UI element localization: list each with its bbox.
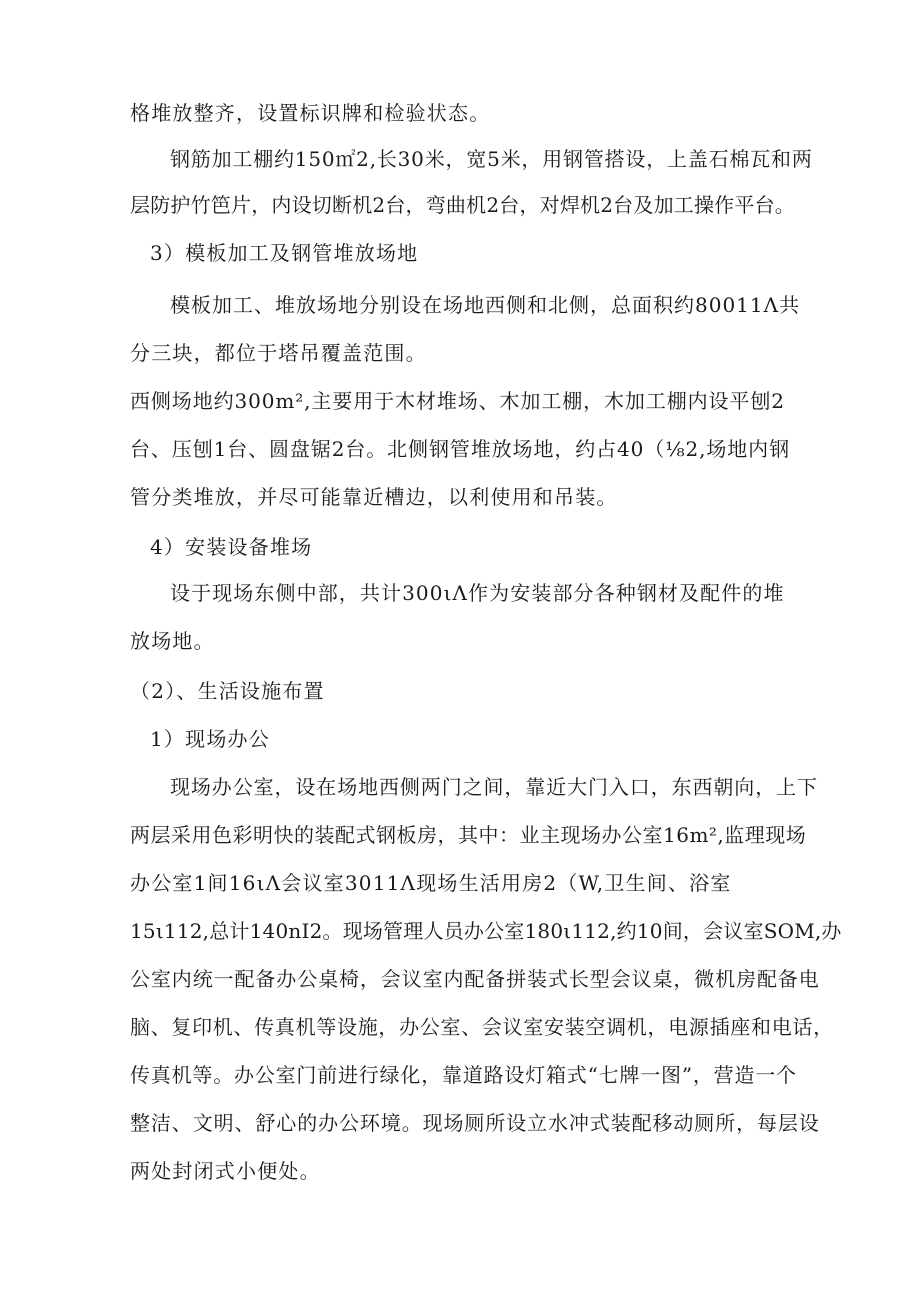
text-line-9: 管分类堆放，并尽可能靠近槽边，以利使用和吊装。 <box>130 485 618 509</box>
text-line-15: 现场办公室，设在场地西侧两门之间，靠近大门入口，东西朝向，上下 <box>170 775 818 799</box>
text-line-7: 西侧场地约300m²,主要用于木材堆场、木加工棚，木加工棚内设平刨2 <box>130 389 785 413</box>
text-line-19: 公室内统一配备办公桌椅，会议室内配备拼装式长型会议桌，微机房配备电 <box>130 967 820 991</box>
text-line-1: 格堆放整齐，设置标识牌和检验状态。 <box>130 101 491 125</box>
text-line-18: 15ι112,总计140nI2。现场管理人员办公室180ι112,约10间，会议室SOM,办 <box>130 919 842 943</box>
text-line-12: 放场地。 <box>130 629 215 653</box>
text-line-3: 层防护竹笆片，内设切断机2台，弯曲机2台，对焊机2台及加工操作平台。 <box>130 193 795 217</box>
text-line-20: 脑、复印机、传真机等设施，办公室、会议室安装空调机，电源插座和电话， <box>130 1015 834 1039</box>
text-line-8: 台、压刨1台、圆盘锯2台。北侧钢管堆放场地，约占40（⅛2,场地内钢 <box>130 437 790 461</box>
text-line-23: 两处封闭式小便处。 <box>130 1159 321 1183</box>
text-line-17: 办公室1间16ιΛ会议室3011Λ现场生活用房2（W,卫生间、浴室 <box>130 871 732 895</box>
section-heading-2: （2）、生活设施布置 <box>130 679 325 703</box>
text-line-6: 分三块，都位于塔吊覆盖范围。 <box>130 341 427 365</box>
text-line-22: 整洁、文明、舒心的办公环境。现场厕所设立水冲式装配移动厕所，每层设 <box>130 1111 820 1135</box>
text-line-2: 钢筋加工棚约150㎡2,长30米，宽5米，用钢管搭设，上盖石棉瓦和两 <box>170 147 813 171</box>
section-heading-3: 3）模板加工及钢管堆放场地 <box>150 241 419 265</box>
section-heading-4: 4）安装设备堆场 <box>150 535 313 559</box>
section-heading-1: 1）现场办公 <box>150 727 270 751</box>
text-line-21: 传真机等。办公室门前进行绿化，靠道路设灯箱式“七牌一图”，营造一个 <box>130 1063 797 1087</box>
text-line-11: 设于现场东侧中部，共计300ιΛ作为安装部分各种钢材及配件的堆 <box>170 581 785 605</box>
text-line-5: 模板加工、堆放场地分别设在场地西侧和北侧，总面积约80011Λ共 <box>170 293 801 317</box>
text-line-16: 两层采用色彩明快的装配式钢板房，其中：业主现场办公室16m²,监理现场 <box>130 823 807 847</box>
